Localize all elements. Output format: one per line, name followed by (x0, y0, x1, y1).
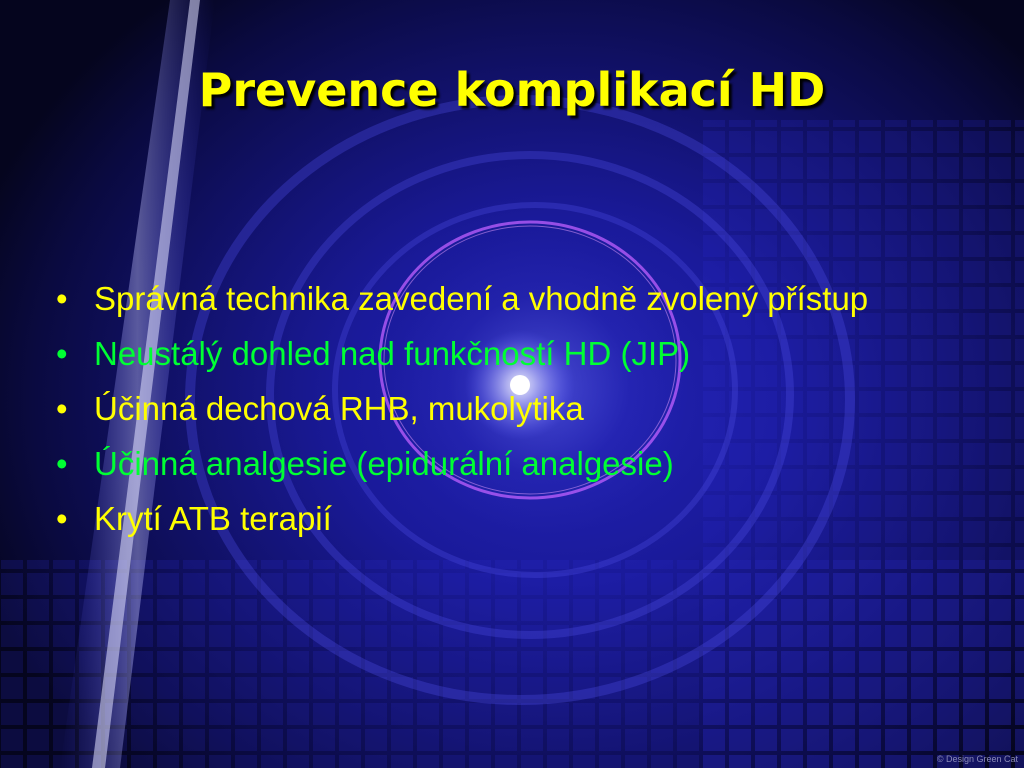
bullet-list (50, 278, 980, 553)
list-item-text: Krytí ATB terapií (94, 500, 332, 537)
bullet-marker: • (56, 500, 68, 537)
list-item (50, 333, 980, 375)
list-item-text: Neustálý dohled nad funkčností HD (JIP) (94, 335, 691, 372)
bullet-marker: • (56, 390, 68, 427)
list-item (50, 388, 980, 430)
bullet-marker: • (56, 335, 68, 372)
list-item (50, 443, 980, 485)
list-item (50, 498, 980, 540)
bullet-marker: • (56, 445, 68, 482)
list-item-text: Účinná analgesie (epidurální analgesie) (94, 445, 674, 482)
copyright-notice: © Design Green Cat (936, 754, 1018, 764)
list-item-text: Správná technika zavedení a vhodně zvolený přístup (94, 280, 869, 317)
slide-title: Prevence komplikací HD (198, 63, 826, 117)
list-item-text: Účinná dechová RHB, mukolytika (94, 390, 584, 427)
bullet-marker: • (56, 280, 68, 317)
list-item (50, 278, 980, 320)
